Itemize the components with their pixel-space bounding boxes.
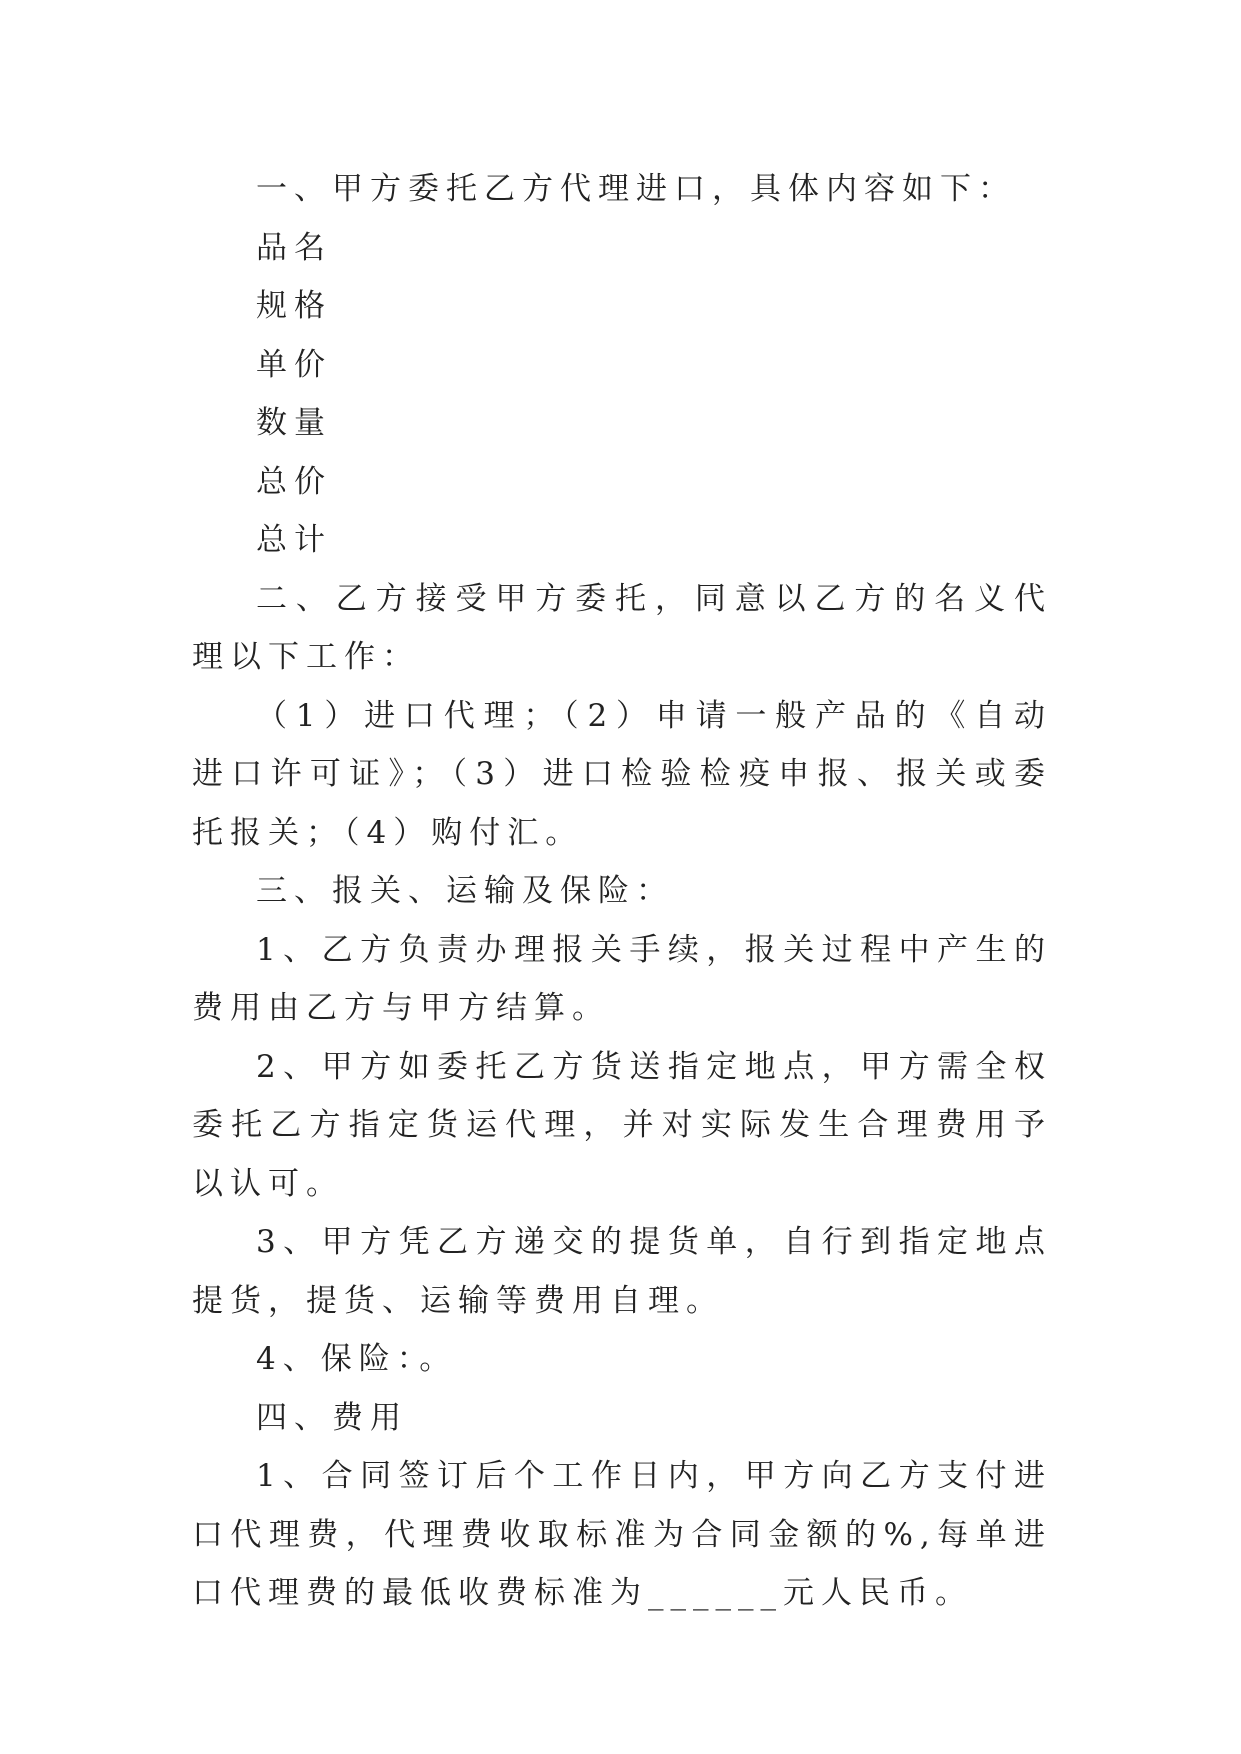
- section-3-clause-2: 2、甲方如委托乙方货送指定地点，甲方需全权委托乙方指定货运代理，并对实际发生合理费用予以认可。: [192, 1048, 1052, 1202]
- field-quantity: 数量: [256, 405, 332, 441]
- section-3-heading: 三、报关、运输及保险：: [256, 873, 674, 909]
- field-product-name: 品名: [256, 229, 332, 266]
- section-3-clause-4: 4、保险：。: [256, 1341, 458, 1377]
- section-3-clause-1: 1、乙方负责办理报关手续，报关过程中产生的费用由乙方与甲方结算。: [192, 931, 1052, 1026]
- field-grand-total: 总计: [256, 522, 332, 558]
- section-1-heading: 一、甲方委托乙方代理进口，具体内容如下：: [256, 171, 1016, 207]
- document-body: [192, 160, 1052, 1623]
- field-unit-price: 单价: [256, 346, 332, 383]
- section-2-paragraph: 二、乙方接受甲方委托，同意以乙方的名义代理以下工作：: [192, 580, 1052, 675]
- field-total-price: 总价: [256, 463, 332, 500]
- section-4-clause-1: 1、合同签订后个工作日内，甲方向乙方支付进口代理费，代理费收取标准为合同金额的%,每单进口代理费的最低收费标准为______元人民币。: [192, 1458, 1052, 1611]
- section-2-items: （1）进口代理；（2）申请一般产品的《自动进口许可证》；（3）进口检验检疫申报、报关或委托报关；（4）购付汇。: [192, 697, 1052, 851]
- section-3-clause-3: 3、甲方凭乙方递交的提货单，自行到指定地点提货，提货、运输等费用自理。: [192, 1224, 1052, 1319]
- section-4-heading: 四、费用: [256, 1399, 408, 1436]
- field-specification: 规格: [256, 288, 332, 324]
